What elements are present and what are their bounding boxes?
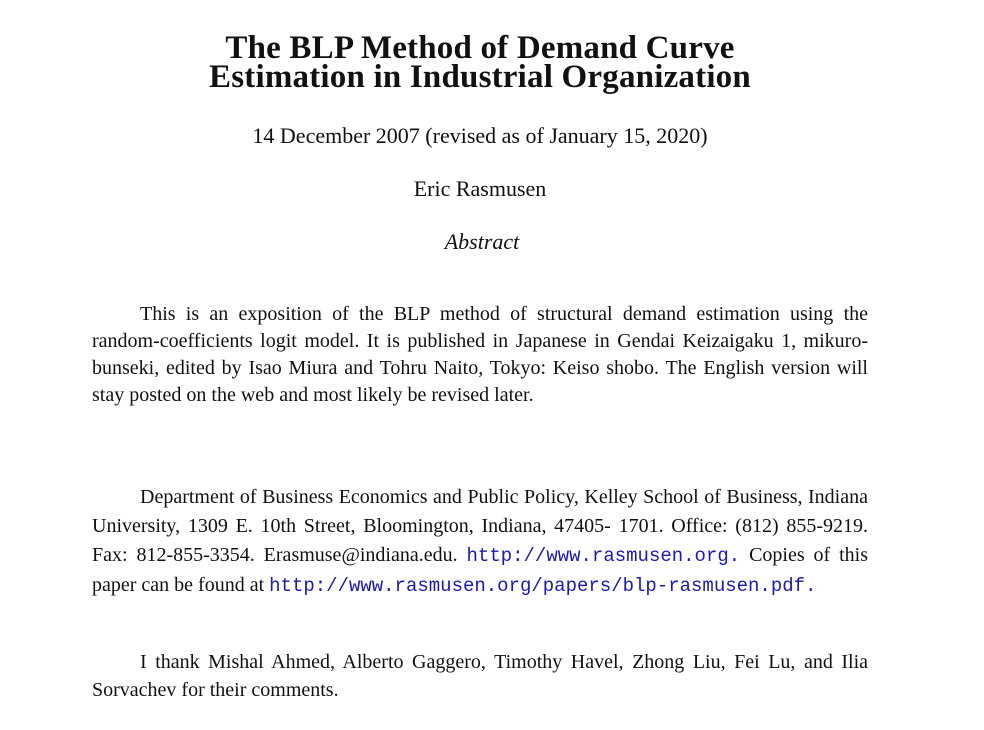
abstract-text: This is an exposition of the BLP method of structural demand estimation using the random-coefficients logit model. It is published in Japanese in Gendai Keizaigaku 1, mikuro-bunseki, edited by Isao Miura and Tohru Naito, Tokyo: Keiso shobo. The English version will stay posted on the web and most likely be revised later. [92, 303, 868, 406]
homepage-link[interactable]: http://www.rasmusen.org. [466, 545, 741, 567]
paper-date: 14 December 2007 (revised as of January 15, 2020) [252, 123, 708, 148]
paper-author: Eric Rasmusen [413, 176, 547, 201]
paper-pdf-link[interactable]: http://www.rasmusen.org/papers/blp-rasmusen.pdf. [269, 575, 817, 597]
abstract-heading: Abstract [444, 229, 520, 254]
paper-title [0, 30, 960, 95]
affiliation-text: Department of Business Economics and Public Policy, Kelley School of Business, Indiana University, 1309 E. 10th Street, Bloomington, Indiana, 47405- 1701. Office: (812) 855-9219. Fax: 812-855-3354. Erasmuse@indiana.edu. [92, 486, 868, 566]
title-line-1: The BLP Method of Demand Curve [225, 30, 735, 66]
acknowledgements: I thank Mishal Ahmed, Alberto Gaggero, Timothy Havel, Zhong Liu, Fei Lu, and Ilia Sorvachev for their comments. [92, 651, 868, 701]
affiliation-footnote [92, 483, 868, 601]
title-line-2: Estimation in Industrial Organization [209, 59, 751, 95]
copies-text: Copies of this paper can be found at [92, 544, 868, 596]
